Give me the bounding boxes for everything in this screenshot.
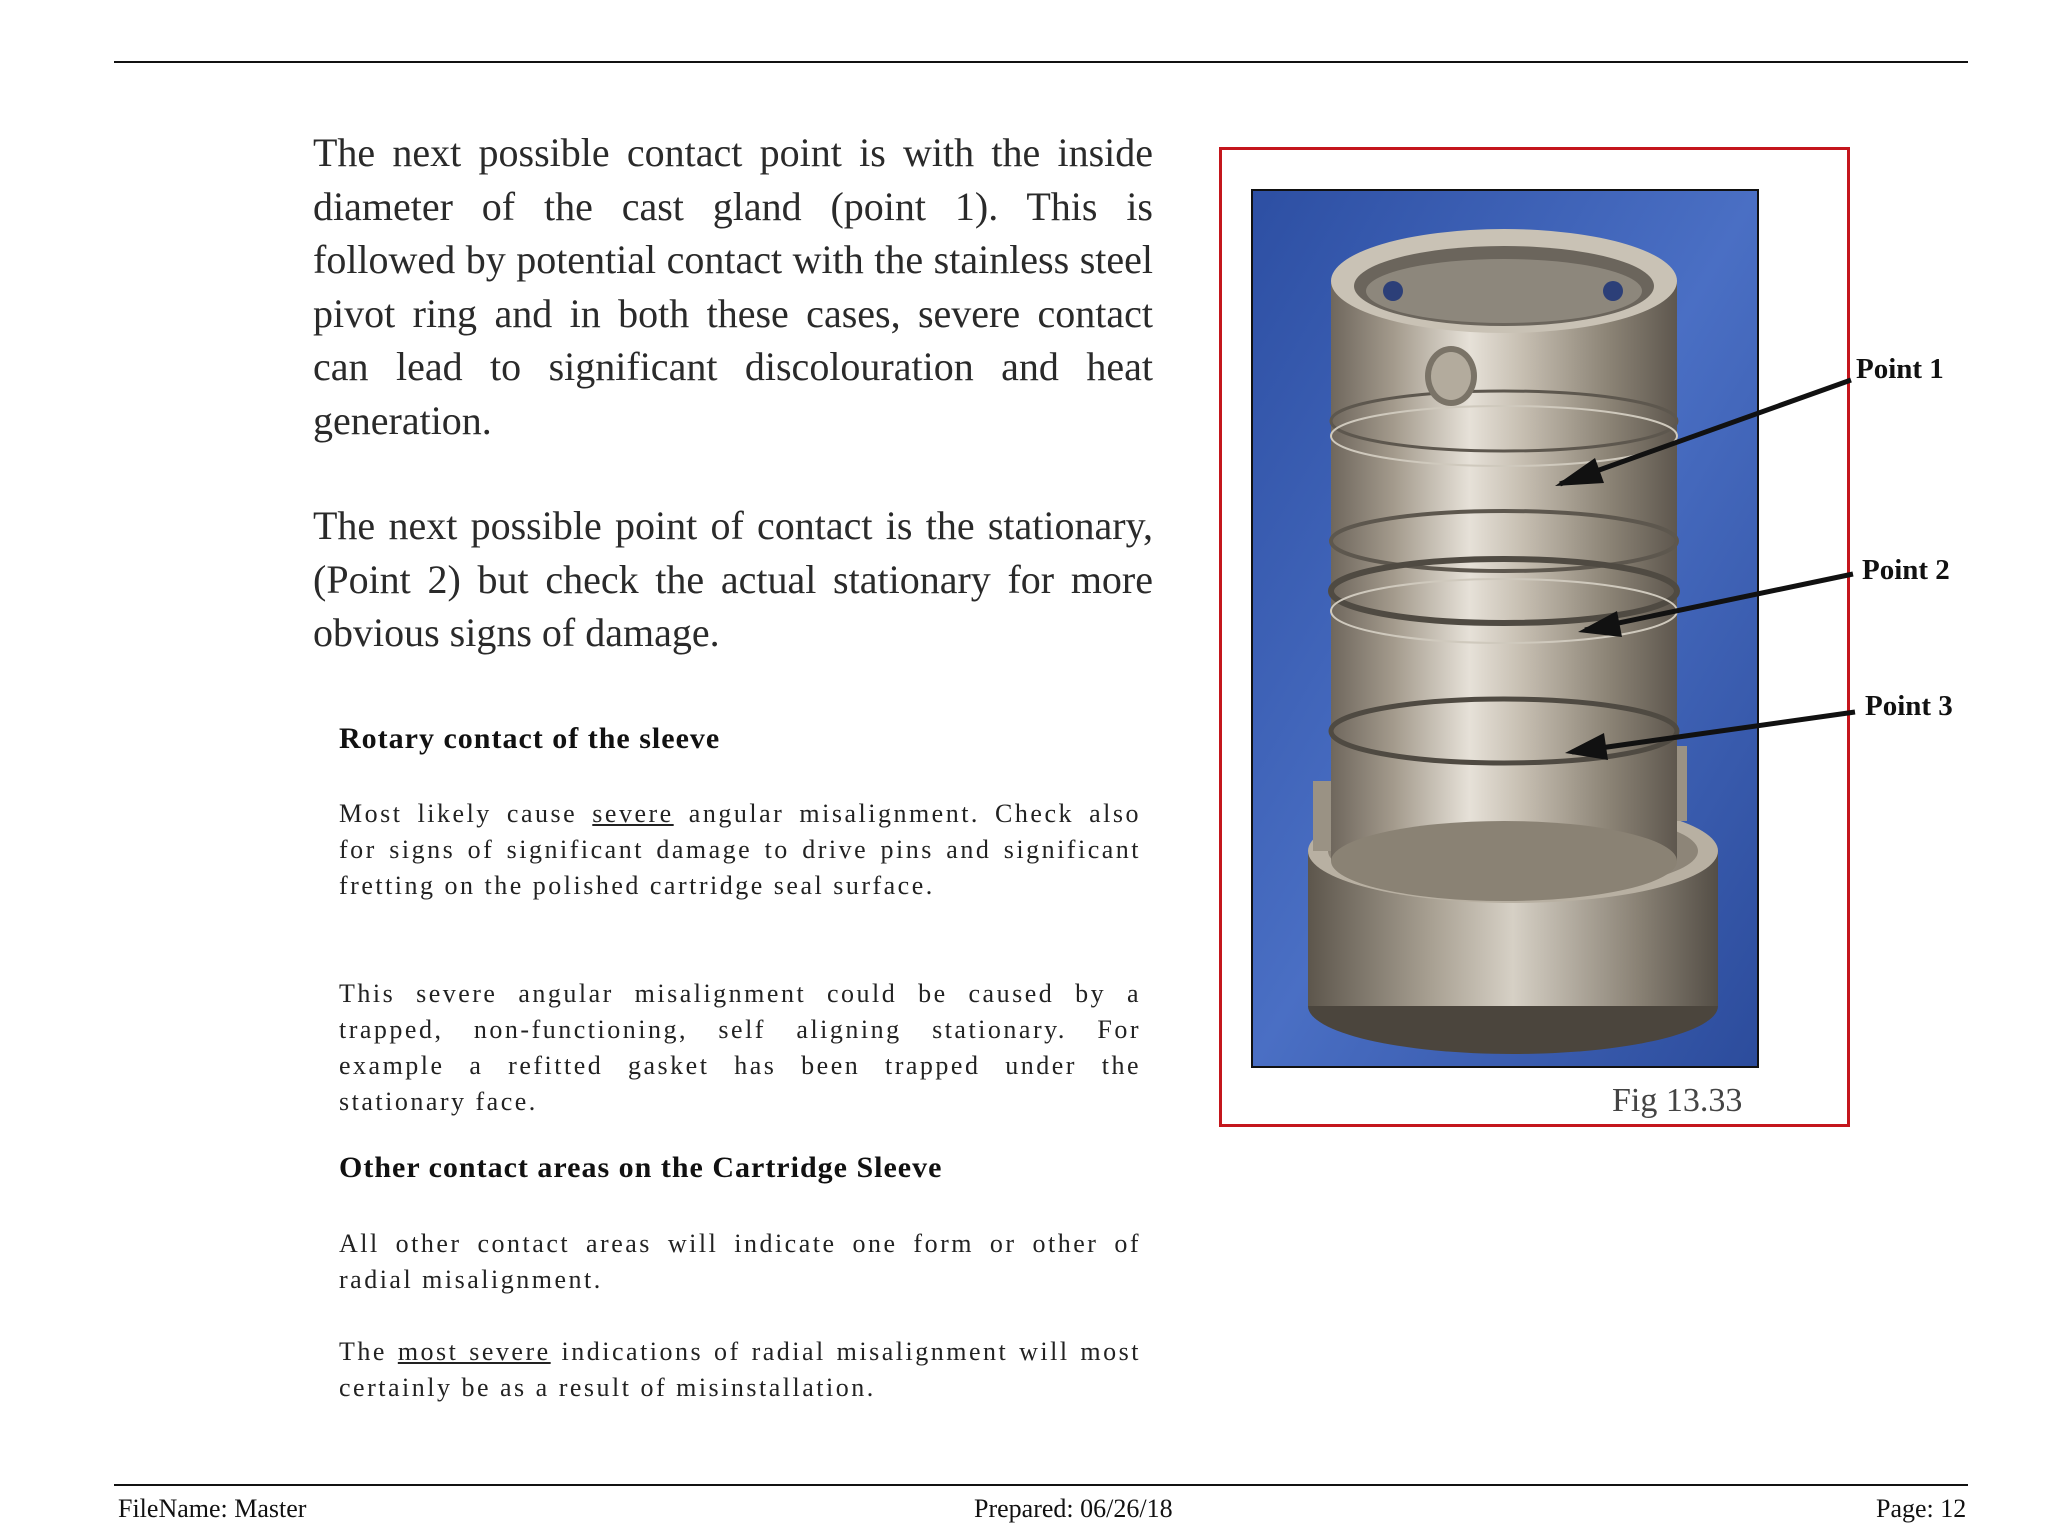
arrow-point-2 <box>1585 574 1853 630</box>
footer-filename: FileName: Master <box>118 1494 307 1523</box>
text-segment: The <box>339 1337 398 1366</box>
footer-rule <box>114 1484 1968 1486</box>
arrow-head-point-1 <box>1555 458 1604 486</box>
underlined-text: severe <box>592 799 674 828</box>
arrow-head-point-3 <box>1565 733 1608 760</box>
heading-rotary-contact: Rotary contact of the sleeve <box>339 722 721 755</box>
footer-page-number: Page: 12 <box>1876 1494 1967 1523</box>
arrow-point-1 <box>1560 380 1851 484</box>
footer-prepared-date: Prepared: 06/26/18 <box>974 1494 1173 1523</box>
label-point-2: Point 2 <box>1862 554 1950 586</box>
heading-other-contact: Other contact areas on the Cartridge Sleeve <box>339 1151 943 1184</box>
paragraph-contact-point-1: The next possible contact point is with the inside diameter of the cast gland (point 1). This is followed by potential contact with the stainless steel pivot ring and in both these cases, severe contact can lead to significant discolouration and heat generation. <box>313 130 1153 443</box>
paragraph-rotary-trapped: This severe angular misalignment could be caused by a trapped, non-functioning, self aligning stationary. For example a refitted gasket has been trapped under the stationary face. <box>339 979 1141 1116</box>
label-point-3: Point 3 <box>1865 690 1953 722</box>
text-segment: Most likely cause <box>339 799 593 828</box>
figure-caption: Fig 13.33 <box>1612 1082 1743 1119</box>
label-point-1: Point 1 <box>1856 353 1944 385</box>
paragraph-contact-point-2: The next possible point of contact is the stationary, (Point 2) but check the actual stationary for more obvious signs of damage. <box>313 503 1153 655</box>
text-segment: angular misalignment. Check also for signs of significant damage to drive pins and significant fretting on the polished cartridge seal surface. <box>339 799 1141 900</box>
paragraph-other-contact: All other contact areas will indicate one form or other of radial misalignment. <box>339 1229 1141 1294</box>
arrow-head-point-2 <box>1578 611 1622 637</box>
underlined-text: most severe <box>397 1337 551 1366</box>
text-segment: indications of radial misalignment will most certainly be as a result of misinstallation. <box>339 1337 1141 1402</box>
arrow-point-3 <box>1572 712 1855 752</box>
